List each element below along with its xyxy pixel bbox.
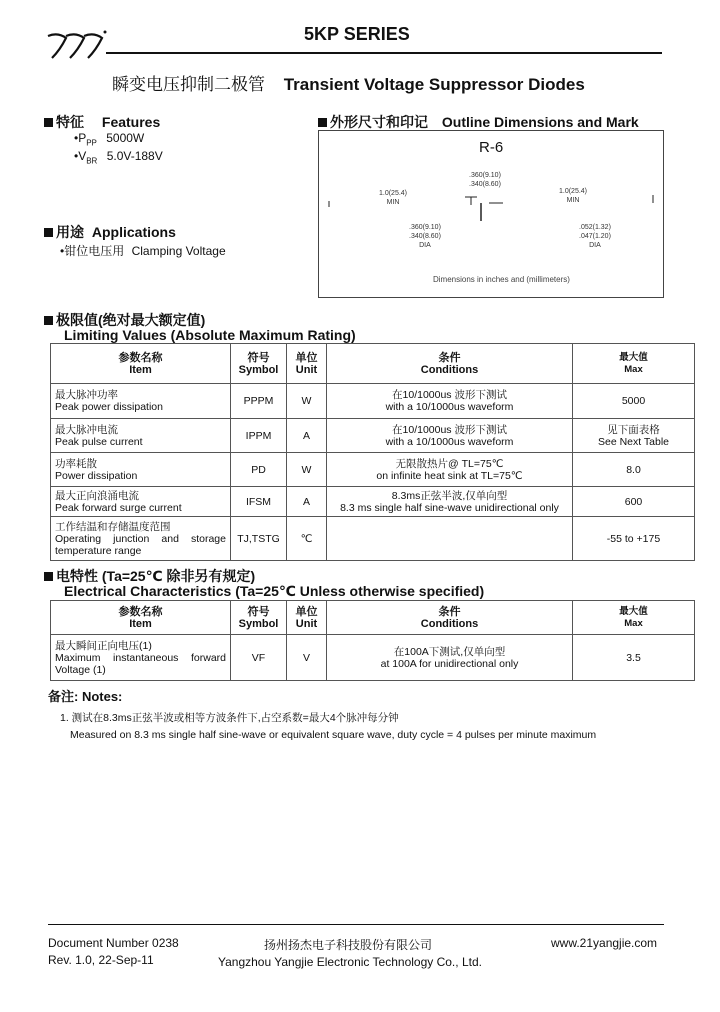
outline-drawing-box [318, 130, 664, 298]
header-max [573, 601, 695, 635]
cell-item [51, 453, 231, 487]
header-en: Max [624, 617, 643, 629]
company-name-cn: 扬州扬杰电子科技股份有限公司 [264, 938, 433, 952]
cond-cn: 8.3ms正弦半波,仅单向型 [391, 489, 508, 502]
revision: Rev. 1.0, 22-Sep-11 [48, 953, 154, 967]
outline-heading [318, 112, 639, 132]
document-number: Document Number 0238 [48, 936, 179, 950]
item-en: Power dissipation [55, 469, 138, 482]
dim-text: .360(9.10) [409, 224, 441, 231]
header-unit [287, 344, 327, 384]
header-item [51, 344, 231, 384]
cell-item [51, 517, 231, 561]
cell-conditions [327, 487, 573, 517]
header-en: Unit [295, 363, 318, 376]
dim-text: 1.0(25.4) [379, 190, 408, 197]
cond-cn: 在100A下测试,仅单向型 [393, 645, 506, 658]
series-title: 5KP SERIES [304, 24, 410, 44]
feature-vbr [74, 149, 163, 165]
table-header-row [51, 344, 695, 384]
feature-ppp [74, 131, 144, 147]
cell-symbol: TJ,TSTG [231, 517, 287, 561]
table-row [51, 384, 695, 419]
dim-lead-left [379, 189, 407, 207]
package-name: R-6 [479, 139, 504, 156]
table-row [51, 487, 695, 517]
square-bullet-icon [44, 316, 53, 325]
package-outline-drawing [319, 131, 665, 299]
table-row [51, 635, 695, 681]
note-1-en: Measured on 8.3 ms single half sine-wave or equivalent square wave, duty cycle = 4 pulses per minute maximum [70, 729, 597, 741]
item-cn: 工作结温和存储温度范围 [55, 520, 171, 533]
feature-subscript: BR [86, 156, 98, 166]
header-en: Symbol [238, 363, 279, 376]
company-logo-icon [44, 28, 110, 62]
cond-cn: 无限散热片@ TL=75℃ [395, 457, 504, 470]
header-symbol [231, 344, 287, 384]
limiting-values-table [50, 343, 695, 561]
cell-conditions [327, 517, 573, 561]
feature-subscript: PP [86, 138, 97, 148]
square-bullet-icon [318, 118, 327, 127]
table-row [51, 453, 695, 487]
header-en: Item [129, 363, 152, 376]
feature-value: 5.0V-188V [106, 149, 163, 163]
max-en: See Next Table [597, 435, 670, 448]
dim-text: DIA [419, 242, 431, 249]
cond-en: on infinite heat sink at TL=75℃ [376, 469, 523, 482]
page-title [112, 70, 585, 95]
header-cn: 最大值 [619, 351, 648, 363]
dim-text: .340(8.60) [409, 233, 441, 240]
header-cn: 参数名称 [118, 351, 163, 364]
cell-conditions [327, 635, 573, 681]
cell-conditions [327, 453, 573, 487]
applications-heading [44, 222, 176, 242]
limiting-heading-cn: 极限值(绝对最大额定值) [56, 312, 206, 328]
cond-en: 8.3 ms single half sine-wave unidirectional only [340, 501, 559, 514]
header-rule [106, 52, 662, 54]
item-en: Peak forward surge current [55, 501, 182, 514]
item-cn: 最大脉冲电流 [55, 423, 118, 436]
dimensions-note: Dimensions in inches and (millimeters) [433, 275, 570, 284]
max-cn: 见下面表格 [607, 423, 660, 436]
header-en: Unit [295, 617, 318, 630]
website-link[interactable]: www.21yangjie.com [551, 936, 658, 950]
cell-item [51, 487, 231, 517]
feature-symbol: P [78, 131, 87, 145]
item-en: Maximum instantaneous forward Voltage (1) [55, 651, 226, 676]
header-en: Max [624, 363, 643, 375]
features-heading-en: Features [101, 114, 161, 130]
cond-en: at 100A for unidirectional only [380, 657, 519, 670]
item-cn: 最大脉冲功率 [55, 389, 118, 401]
electrical-heading-cn: 电特性 (Ta=25℃ 除非另有规定) [56, 568, 256, 584]
feature-symbol: V [78, 149, 87, 163]
header-symbol [231, 601, 287, 635]
item-cn: 最大瞬间正向电压(1) [55, 639, 152, 652]
cell-max: 3.5 [573, 635, 695, 681]
dim-body-length [469, 171, 501, 189]
outline-heading-cn: 外形尺寸和印记 [330, 114, 428, 130]
cell-symbol: PPPM [231, 384, 287, 419]
dim-text: .360(9.10) [469, 172, 501, 179]
item-en: Operating junction and storage temperature range [55, 532, 226, 557]
cell-unit: ℃ [287, 517, 327, 561]
header-cn: 参数名称 [118, 605, 163, 618]
header-conditions [327, 601, 573, 635]
electrical-characteristics-table [50, 600, 695, 681]
dim-text: MIN [386, 199, 400, 206]
item-cn: 最大正向浪涌电流 [55, 489, 139, 502]
application-cn: 钳位电压用 [64, 244, 125, 258]
dim-lead-right [559, 187, 587, 205]
header-conditions [327, 344, 573, 384]
limiting-heading-en: Limiting Values (Absolute Maximum Rating) [64, 327, 356, 343]
dim-text: .052(1.32) [579, 224, 611, 231]
cell-item [51, 419, 231, 453]
dot-bullet-icon: • [74, 149, 79, 163]
header-en: Conditions [420, 617, 479, 630]
cond-en: with a 10/1000us waveform [385, 401, 514, 413]
footer-rule [48, 924, 664, 925]
applications-heading-cn: 用途 [56, 224, 84, 240]
dim-body-diameter [409, 223, 441, 250]
outline-heading-en: Outline Dimensions and Mark [441, 114, 639, 130]
cell-max: 600 [573, 487, 695, 517]
header-unit [287, 601, 327, 635]
cell-unit: A [287, 487, 327, 517]
features-heading-cn: 特征 [56, 114, 84, 130]
item-en: Peak power dissipation [55, 401, 163, 413]
dim-text: 1.0(25.4) [559, 188, 588, 195]
dot-bullet-icon: • [74, 131, 79, 145]
item-en: Peak pulse current [55, 435, 143, 448]
item-cn: 功率耗散 [55, 457, 97, 470]
cell-max [573, 419, 695, 453]
square-bullet-icon [44, 228, 53, 237]
application-item [60, 242, 226, 259]
dim-text: DIA [589, 242, 601, 249]
cell-conditions [327, 419, 573, 453]
dim-text: MIN [566, 197, 580, 204]
header-cn: 条件 [438, 605, 461, 618]
cell-symbol: VF [231, 635, 287, 681]
header-cn: 符号 [247, 351, 270, 364]
header-cn: 条件 [438, 351, 461, 364]
note-1-cn: 1. 测试在8.3ms正弦半波或相等方波条件下,占空系数=最大4个脉冲每分钟 [60, 712, 399, 724]
table-row [51, 517, 695, 561]
dim-lead-diameter [579, 223, 611, 250]
dim-text: .047(1.20) [579, 233, 611, 240]
header-en: Item [129, 617, 152, 630]
application-en: Clamping Voltage [131, 244, 226, 258]
cond-cn: 在10/1000us 波形下测试 [392, 423, 507, 436]
title-en: Transient Voltage Suppressor Diodes [283, 75, 585, 94]
electrical-heading-en: Electrical Characteristics (Ta=25℃ Unless otherwise specified) [64, 583, 485, 599]
cell-conditions [327, 384, 573, 419]
header-en: Conditions [420, 363, 479, 376]
dim-text: .340(8.60) [469, 181, 501, 188]
square-bullet-icon [44, 572, 53, 581]
cell-unit: A [287, 419, 327, 453]
feature-value: 5000W [106, 131, 145, 145]
cond-cn: 在10/1000us 波形下测试 [392, 389, 507, 401]
cell-unit: W [287, 453, 327, 487]
cell-max: -55 to +175 [573, 517, 695, 561]
features-heading [44, 112, 160, 132]
company-name-en: Yangzhou Yangjie Electronic Technology Co., Ltd. [218, 955, 482, 969]
cell-max: 8.0 [573, 453, 695, 487]
header-en: Symbol [238, 617, 279, 630]
header-item [51, 601, 231, 635]
cell-item [51, 384, 231, 419]
header-cn: 最大值 [619, 605, 648, 617]
notes-heading: 备注: Notes: [48, 689, 123, 704]
applications-heading-en: Applications [91, 224, 176, 240]
cell-unit: V [287, 635, 327, 681]
cell-max: 5000 [573, 384, 695, 419]
header-cn: 单位 [295, 351, 318, 364]
cell-symbol: PD [231, 453, 287, 487]
header-max [573, 344, 695, 384]
cell-symbol: IFSM [231, 487, 287, 517]
table-row [51, 419, 695, 453]
cell-unit: W [287, 384, 327, 419]
square-bullet-icon [44, 118, 53, 127]
cell-item [51, 635, 231, 681]
cond-en: with a 10/1000us waveform [385, 435, 514, 448]
table-header-row [51, 601, 695, 635]
title-cn: 瞬变电压抑制二极管 [112, 75, 265, 94]
cell-symbol: IPPM [231, 419, 287, 453]
dot-bullet-icon: • [60, 244, 65, 258]
header-cn: 单位 [295, 605, 318, 618]
header-cn: 符号 [247, 605, 270, 618]
